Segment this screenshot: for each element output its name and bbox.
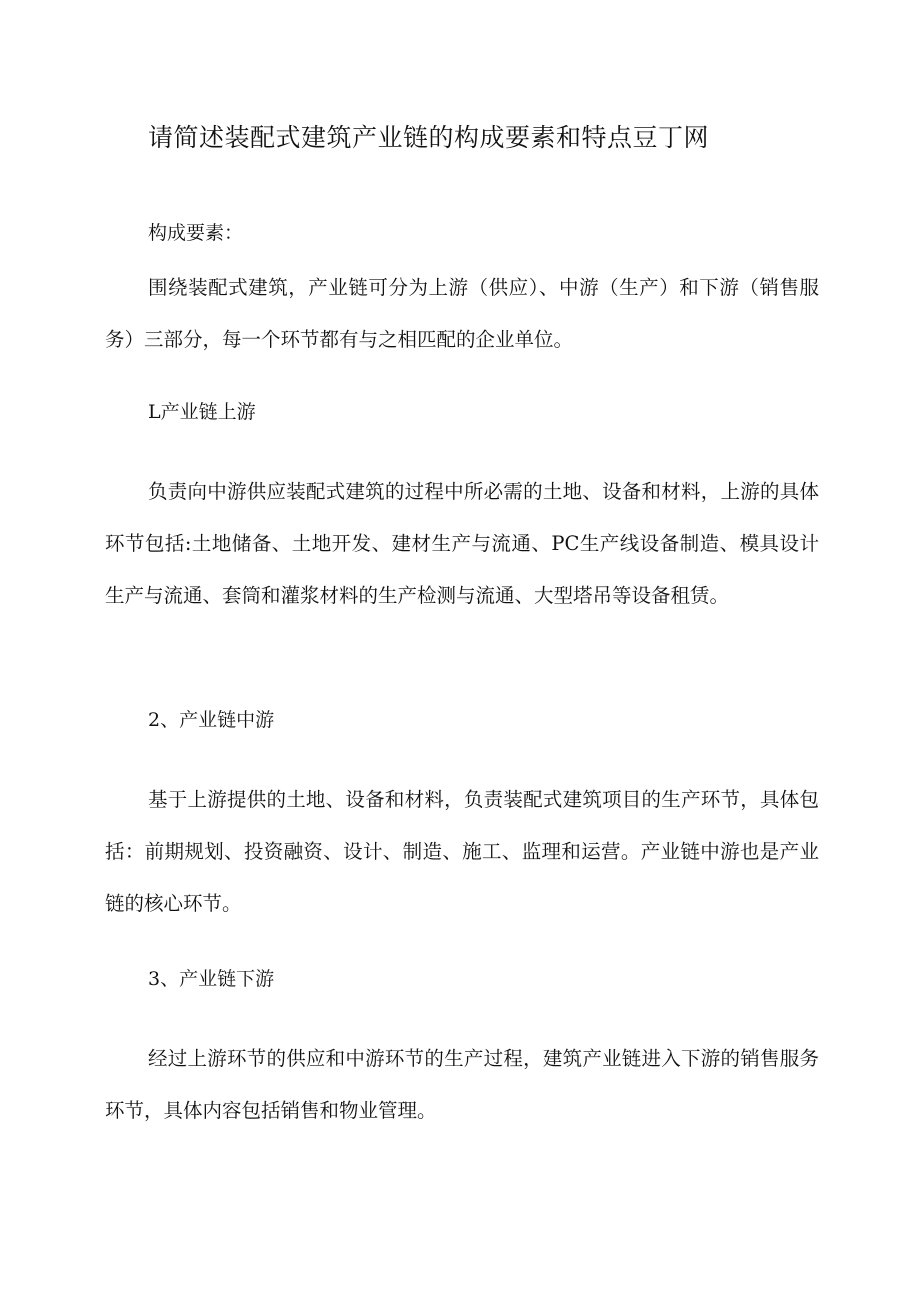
intro-paragraph: 围绕装配式建筑，产业链可分为上游（供应）、中游（生产）和下游（销售服务）三部分，每一个环节都有与之相匹配的企业单位。 (105, 276, 819, 351)
heading-upstream: L产业链上游 (148, 401, 256, 423)
page-title: 请简述装配式建筑产业链的构成要素和特点豆丁网 (148, 123, 710, 152)
paragraph-midstream: 基于上游提供的土地、设备和材料，负责装配式建筑项目的生产环节，具体包括：前期规划、投资融资、设计、制造、施工、监理和运营。产业链中游也是产业链的核心环节。 (105, 788, 819, 915)
paragraph-downstream: 经过上游环节的供应和中游环节的生产过程，建筑产业链进入下游的销售服务环节，具体内容包括销售和物业管理。 (105, 1047, 819, 1122)
heading-downstream: 3、产业链下游 (148, 968, 275, 990)
heading-midstream: 2、产业链中游 (148, 709, 275, 731)
section-heading-components: 构成要素： (148, 222, 244, 244)
paragraph-upstream: 负责向中游供应装配式建筑的过程中所必需的土地、设备和材料，上游的具体环节包括:土地储备、土地开发、建材生产与流通、PC生产线设备制造、模具设计生产与流通、套筒和灌浆材料的生产检测与流通、大型塔吊等设备租赁。 (105, 480, 819, 607)
